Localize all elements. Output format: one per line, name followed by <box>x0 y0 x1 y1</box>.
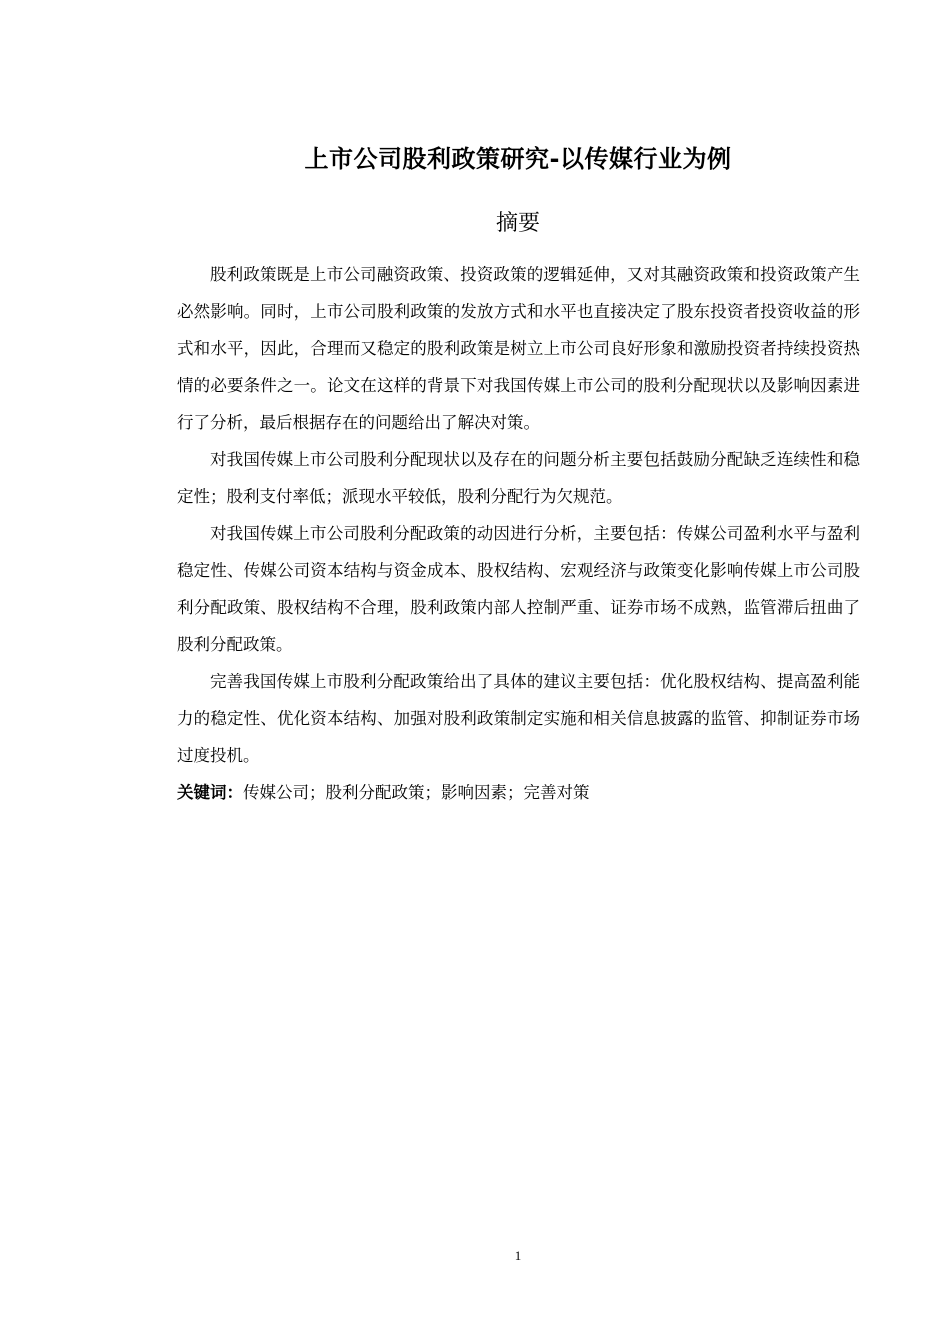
abstract-body <box>177 256 860 811</box>
abstract-paragraph-1: 股利政策既是上市公司融资政策、投资政策的逻辑延伸，又对其融资政策和投资政策产生必然影响。同时，上市公司股利政策的发放方式和水平也直接决定了股东投资者投资收益的形式和水平，因此，合理而又稳定的股利政策是树立上市公司良好形象和激励投资者持续投资热情的必要条件之一。论文在这样的背景下对我国传媒上市公司的股利分配现状以及影响因素进行了分析，最后根据存在的问题给出了解决对策。 <box>177 265 860 432</box>
document-title: 上市公司股利政策研究-以传媒行业为例 <box>304 145 732 173</box>
keywords-label: 关键词： <box>177 783 243 802</box>
abstract-paragraph-3: 对我国传媒上市公司股利分配政策的动因进行分析，主要包括：传媒公司盈利水平与盈利稳定性、传媒公司资本结构与资金成本、股权结构、宏观经济与政策变化影响传媒上市公司股利分配政策、股权结构不合理，股利政策内部人控制严重、证券市场不成熟，监管滞后扭曲了股利分配政策。 <box>177 524 860 654</box>
abstract-paragraph-2: 对我国传媒上市公司股利分配现状以及存在的问题分析主要包括鼓励分配缺乏连续性和稳定性；股利支付率低；派现水平较低，股利分配行为欠规范。 <box>177 450 860 506</box>
abstract-heading: 摘要 <box>495 211 540 236</box>
keywords-line <box>177 774 860 811</box>
abstract-paragraph-4: 完善我国传媒上市股利分配政策给出了具体的建议主要包括：优化股权结构、提高盈利能力的稳定性、优化资本结构、加强对股利政策制定实施和相关信息披露的监管、抑制证券市场过度投机。 <box>177 672 860 765</box>
keywords-text: 传媒公司；股利分配政策；影响因素；完善对策 <box>243 783 590 802</box>
page-number: 1 <box>514 1248 522 1263</box>
